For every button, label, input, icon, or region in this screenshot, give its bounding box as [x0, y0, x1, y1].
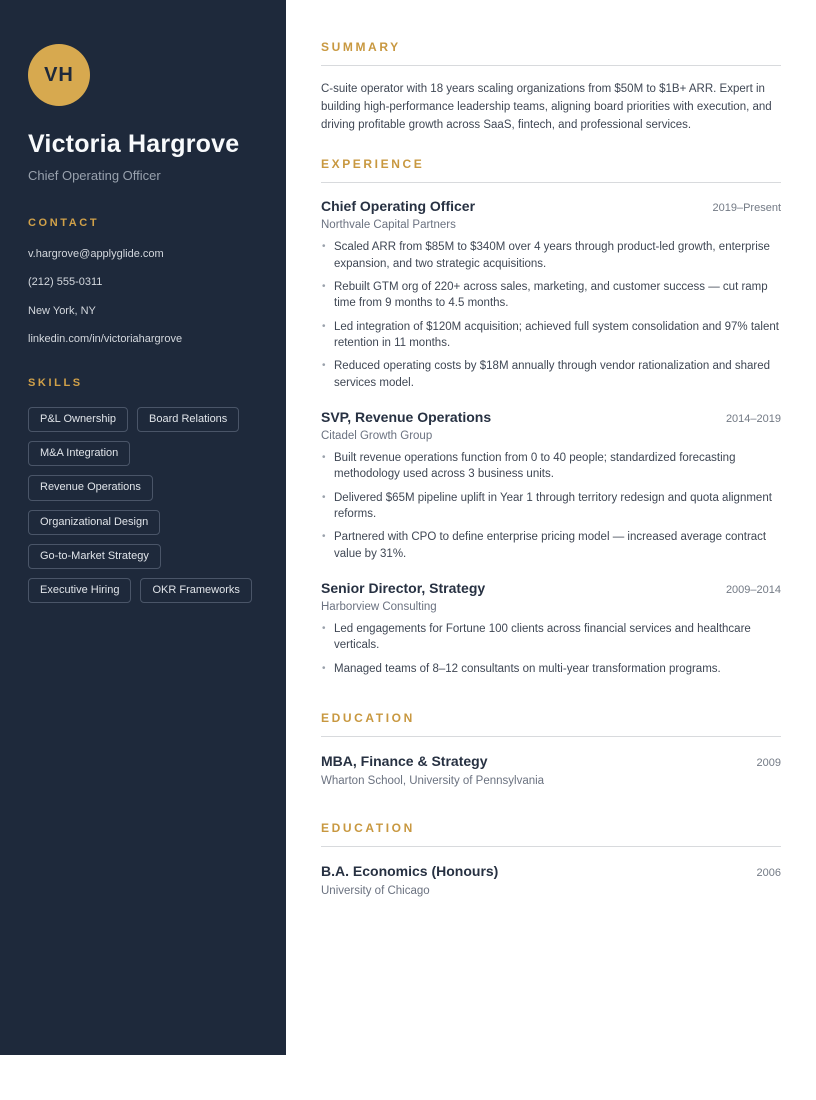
skill-tag: OKR Frameworks — [140, 578, 251, 603]
education-school: Wharton School, University of Pennsylvania — [321, 775, 545, 788]
job-bullets — [321, 450, 781, 562]
skill-tag: Revenue Operations — [28, 475, 153, 500]
job-title: Chief Operating Officer — [321, 198, 476, 215]
experience-heading: EXPERIENCE — [321, 157, 781, 183]
contact-heading: CONTACT — [28, 217, 100, 229]
job-header — [321, 580, 781, 596]
skill-tag: Go-to-Market Strategy — [28, 544, 161, 569]
education-section — [321, 711, 781, 787]
job-entry — [321, 580, 781, 677]
job-bullets — [321, 239, 781, 391]
job-bullet: • Built revenue operations function from 0 to 40 people; standardized forecasting methodology used across 3 business units. — [321, 450, 781, 483]
job-bullet: • Led integration of $120M acquisition; achieved full system consolidation and 97% talent retention in 11 months. — [321, 319, 781, 352]
job-company: Harborview Consulting — [321, 601, 437, 614]
job-header — [321, 409, 781, 425]
education-section — [321, 821, 781, 897]
education-year: 2009 — [756, 757, 781, 770]
person-name: Victoria Hargrove — [28, 130, 240, 158]
skill-tag: Board Relations — [137, 407, 239, 432]
summary-heading: SUMMARY — [321, 40, 781, 66]
skill-tag: Organizational Design — [28, 510, 160, 535]
summary-text: C-suite operator with 18 years scaling organizations from $50M to $1B+ ARR. Expert in building high-performance leadership teams, aligning board priorities with execution, and driving profitable growth across SaaS, fintech, and professional services. — [321, 83, 772, 131]
job-bullet: • Delivered $65M pipeline uplift in Year 1 through territory redesign and quota alignment reforms. — [321, 490, 781, 523]
job-entry — [321, 198, 781, 391]
summary-section — [321, 40, 781, 134]
contact-item: New York, NY — [28, 304, 96, 317]
main-content — [286, 0, 816, 897]
job-company: Citadel Growth Group — [321, 430, 433, 443]
job-dates: 2009–2014 — [725, 584, 781, 597]
skills-heading: SKILLS — [28, 377, 83, 389]
job-bullet: • Rebuilt GTM org of 220+ across sales, marketing, and customer success — cut ramp time from 9 months to 4.5 months. — [321, 279, 781, 312]
job-company: Northvale Capital Partners — [321, 219, 456, 232]
job-title: SVP, Revenue Operations — [321, 409, 492, 426]
education-sections — [321, 711, 781, 897]
education-year: 2006 — [756, 867, 781, 880]
experience-section — [321, 157, 781, 677]
jobs-list — [321, 198, 781, 677]
job-entry — [321, 409, 781, 562]
job-bullets — [321, 621, 781, 677]
education-school: University of Chicago — [321, 885, 430, 898]
avatar — [28, 44, 90, 106]
education-degree: MBA, Finance & Strategy — [321, 753, 488, 770]
skill-tag: M&A Integration — [28, 441, 130, 466]
job-bullet: • Partnered with CPO to define enterprise pricing model — increased average contract value by 31%. — [321, 529, 781, 562]
contact-item: (212) 555-0311 — [28, 276, 103, 289]
job-bullet: • Led engagements for Fortune 100 clients across financial services and healthcare verticals. — [321, 621, 781, 654]
job-bullet: • Scaled ARR from $85M to $340M over 4 years through product-led growth, enterprise expansion, and two strategic acquisitions. — [321, 239, 781, 272]
job-header — [321, 198, 781, 214]
contact-list — [28, 245, 258, 349]
skill-tag: P&L Ownership — [28, 407, 128, 432]
education-row — [321, 753, 781, 769]
skill-tag: Executive Hiring — [28, 578, 131, 603]
sidebar — [0, 0, 286, 1055]
contact-item: linkedin.com/in/victoriahargrove — [28, 332, 183, 345]
job-title: Senior Director, Strategy — [321, 580, 486, 597]
job-dates: 2019–Present — [712, 202, 781, 215]
avatar-initials: VH — [44, 63, 74, 86]
skills-list — [28, 407, 258, 603]
education-degree: B.A. Economics (Honours) — [321, 863, 499, 880]
contact-item: v.hargrove@applyglide.com — [28, 248, 164, 260]
person-title: Chief Operating Officer — [28, 168, 161, 183]
education-row — [321, 863, 781, 879]
job-dates: 2014–2019 — [725, 413, 781, 426]
job-bullet: • Reduced operating costs by $18M annually through vendor rationalization and shared services model. — [321, 358, 781, 391]
education-heading: EDUCATION — [321, 711, 781, 737]
education-heading: EDUCATION — [321, 821, 781, 847]
job-bullet: • Managed teams of 8–12 consultants on multi-year transformation programs. — [321, 661, 781, 677]
